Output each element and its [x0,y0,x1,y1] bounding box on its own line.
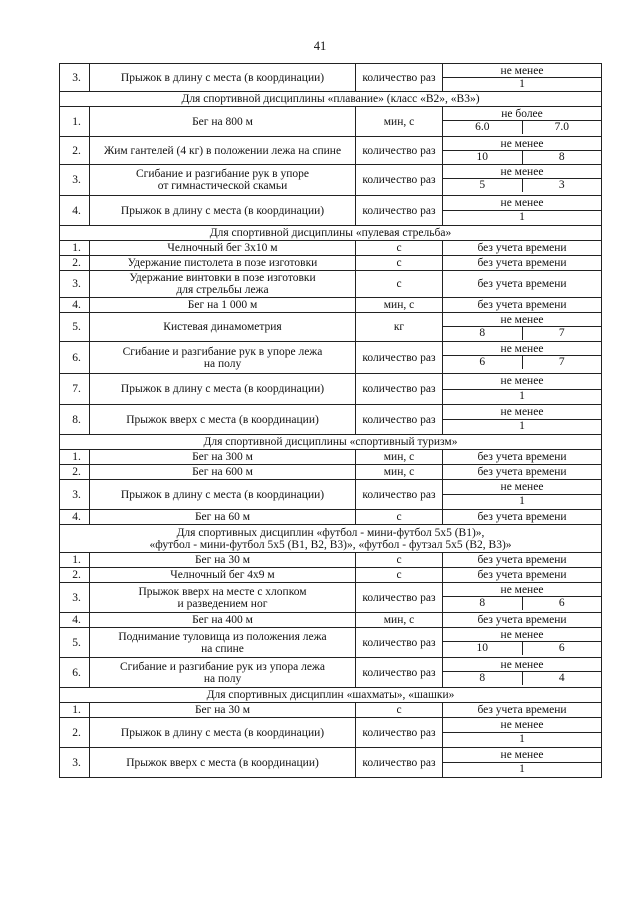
norm-values-row [443,420,601,435]
norm-number: 8 [479,597,486,609]
exercise-name-line: Бег на 600 м [192,466,253,478]
norm-label-row [443,628,601,642]
norm-number: 6 [522,642,602,655]
exercise-name-line: Удержание пистолета в позе изготовки [127,257,318,269]
exercise-name-line: Сгибание и разгибание рук из упора лежа [120,660,325,673]
norm-number: 8 [479,327,486,339]
exercise-name [90,137,356,165]
norm-value [443,137,602,165]
section-title [60,92,602,107]
norm-split [443,165,601,195]
exercise-name [90,405,356,435]
norm-value [443,465,602,480]
norm-value [443,64,602,92]
unit-of-measure: количество раз [356,718,443,748]
norm-plain-text: без учета времени [477,614,567,626]
norm-label-row [443,107,601,121]
unit-of-measure: количество раз [356,628,443,658]
table-row [60,64,602,92]
norm-values-row [443,179,601,192]
row-number: 2. [60,465,90,480]
norm-label-row [443,374,601,389]
section-header-row [60,688,602,703]
table-row [60,298,602,313]
exercise-name [90,298,356,313]
table-row [60,405,602,435]
exercise-name [90,271,356,298]
unit-of-measure: мин, с [356,107,443,137]
table-row [60,703,602,718]
exercise-name-line: на спине [201,642,244,655]
page-number: 41 [313,39,327,53]
norm-label-row [443,196,601,211]
norm-values-row [443,642,601,655]
row-number: 5. [60,628,90,658]
exercise-name [90,703,356,718]
exercise-name-line: Бег на 300 м [192,451,253,463]
unit-of-measure: мин, с [356,298,443,313]
norm-number: 1 [519,389,525,402]
exercise-name-line: Бег на 30 м [194,554,251,566]
norm-label: не менее [443,405,601,420]
norm-values-row [443,211,601,226]
norm-label-row [443,64,601,78]
norm-number: 1 [519,763,525,775]
norm-values-row [443,356,601,369]
norm-value [443,405,602,435]
table-row [60,480,602,510]
exercise-name-line: Бег на 800 м [192,115,253,128]
exercise-name-line: Сгибание и разгибание рук в упоре лежа [122,345,323,358]
norm-label: не менее [443,583,601,597]
norm-value [443,553,602,568]
exercise-name [90,465,356,480]
row-number: 6. [60,658,90,688]
norm-split [443,658,601,687]
unit-of-measure: количество раз [356,165,443,196]
norm-label: не менее [443,313,601,327]
row-number: 5. [60,313,90,342]
norm-value [443,703,602,718]
norms-table [59,63,602,778]
section-title-line: Для спортивных дисциплин «футбол - мини-футбол 5х5 (В1)», [176,526,485,539]
section-title [60,435,602,450]
table-row [60,342,602,374]
section-title-line: Для спортивной дисциплины «спортивный туризм» [203,436,458,448]
exercise-name-line: от гимнастической скамьи [157,180,288,192]
norm-number: 10 [476,642,488,654]
table-row [60,374,602,405]
unit-of-measure: количество раз [356,658,443,688]
norm-plain-text: без учета времени [477,299,567,311]
norm-value [443,298,602,313]
norm-label-row [443,748,601,763]
norm-number: 8 [479,672,486,684]
norm-split [443,64,601,91]
norm-number: 1 [519,211,525,223]
norm-label: не менее [443,64,601,78]
section-header-row [60,92,602,107]
norm-number: 1 [519,78,525,90]
unit-of-measure: количество раз [356,405,443,435]
exercise-name-line: Прыжок вверх с места (в координации) [126,756,319,769]
norm-split [443,480,601,509]
table-row [60,628,602,658]
unit-of-measure: кг [356,313,443,342]
table-row [60,137,602,165]
section-header-row [60,525,602,553]
norm-value [443,568,602,583]
exercise-name-line: на полу [203,357,242,370]
norm-label: не менее [443,658,601,672]
exercise-name-line: Кистевая динамометрия [163,321,282,333]
table-row [60,256,602,271]
norm-split [443,748,601,777]
norm-number: 7 [522,327,602,340]
table-row [60,196,602,226]
exercise-name [90,374,356,405]
table-row [60,165,602,196]
section-title-line: Для спортивной дисциплины «пулевая стрельба» [209,227,452,239]
norm-number: 6 [479,356,486,368]
row-number: 1. [60,241,90,256]
norm-number: 6 [522,597,602,610]
unit-of-measure: количество раз [356,374,443,405]
norm-label-row [443,718,601,733]
table-row [60,568,602,583]
exercise-name-line: Прыжок в длину с места (в координации) [120,204,325,217]
table-row [60,583,602,613]
norm-value [443,165,602,196]
exercise-name [90,553,356,568]
section-title [60,226,602,241]
exercise-name [90,613,356,628]
norm-split [443,583,601,612]
unit-of-measure: количество раз [356,137,443,165]
table-row [60,510,602,525]
table-row [60,553,602,568]
row-number: 2. [60,568,90,583]
norm-number: 1 [519,733,525,745]
norm-values-row [443,733,601,748]
norm-plain-text: без учета времени [477,511,567,523]
section-title-line: «футбол - мини-футбол 5х5 (В1, В2, В3)», «футбол - футзал 5х5 (В2, В3)» [149,538,512,551]
norm-label-row [443,583,601,597]
norm-value [443,583,602,613]
row-number: 4. [60,298,90,313]
norm-number: 3 [522,179,602,192]
norm-label-row [443,165,601,179]
table-row [60,613,602,628]
exercise-name [90,256,356,271]
row-number: 7. [60,374,90,405]
norm-number: 10 [476,151,488,163]
exercise-name-line: Прыжок в длину с места (в координации) [120,726,325,739]
exercise-name-line: Прыжок вверх с места (в координации) [126,413,319,426]
row-number: 2. [60,137,90,165]
exercise-name [90,718,356,748]
norm-values-row [443,327,601,340]
table-row [60,450,602,465]
exercise-name [90,107,356,137]
row-number: 2. [60,718,90,748]
norm-label: не менее [443,374,601,389]
unit-of-measure: с [356,568,443,583]
exercise-name [90,342,356,374]
norm-value [443,256,602,271]
row-number: 1. [60,553,90,568]
unit-of-measure: мин, с [356,465,443,480]
unit-of-measure: с [356,256,443,271]
exercise-name-line: на полу [203,672,242,685]
unit-of-measure: количество раз [356,748,443,778]
norm-label: не менее [443,748,601,763]
norm-plain-text: без учета времени [477,466,567,478]
exercise-name-line: Бег на 60 м [194,511,251,523]
unit-of-measure: с [356,271,443,298]
exercise-name [90,165,356,196]
norm-split [443,196,601,225]
section-title-line: Для спортивной дисциплины «плавание» (класс «В2», «В3») [181,93,480,105]
exercise-name-line: Прыжок в длину с места (в координации) [120,71,325,84]
norm-plain-text: без учета времени [477,569,567,581]
exercise-name [90,241,356,256]
norm-number: 7.0 [522,121,602,134]
norm-value [443,374,602,405]
norm-split [443,313,601,341]
exercise-name-line: Сгибание и разгибание рук в упоре [136,168,309,180]
norm-values-row [443,597,601,610]
norm-label: не менее [443,628,601,642]
norm-number: 7 [522,356,602,369]
norm-value [443,342,602,374]
row-number: 3. [60,64,90,92]
exercise-name-line: Прыжок в длину с места (в координации) [120,488,325,501]
norm-label: не менее [443,342,601,356]
exercise-name [90,628,356,658]
norm-label-row [443,342,601,356]
table-row [60,107,602,137]
norm-values-row [443,495,601,510]
norm-values-row [443,78,601,92]
table-row [60,748,602,778]
norm-value [443,450,602,465]
table-row [60,271,602,298]
exercise-name [90,313,356,342]
norm-split [443,107,601,136]
section-title [60,688,602,703]
norm-value [443,613,602,628]
exercise-name [90,568,356,583]
norm-label: не более [443,107,601,121]
norm-value [443,241,602,256]
exercise-name-line: Удержание винтовки в позе изготовки [129,272,316,284]
section-title-line: Для спортивных дисциплин «шахматы», «шашки» [206,689,455,701]
norm-split [443,137,601,164]
norm-number: 8 [522,151,602,164]
norm-value [443,480,602,510]
row-number: 1. [60,450,90,465]
row-number: 1. [60,703,90,718]
row-number: 3. [60,271,90,298]
unit-of-measure: с [356,703,443,718]
exercise-name-line: Бег на 400 м [192,614,253,626]
table-row [60,313,602,342]
table-row [60,718,602,748]
exercise-name-line: Челночный бег 3х10 м [167,242,278,254]
norm-split [443,718,601,747]
exercise-name [90,510,356,525]
unit-of-measure: с [356,553,443,568]
norm-plain-text: без учета времени [477,257,567,269]
norm-values-row [443,121,601,134]
norm-value [443,718,602,748]
exercise-name-line: Прыжок в длину с места (в координации) [120,383,325,395]
section-header-row [60,226,602,241]
norm-plain-text: без учета времени [477,242,567,254]
unit-of-measure: количество раз [356,196,443,226]
norm-label-row [443,480,601,495]
norm-value [443,748,602,778]
exercise-name-line: для стрельбы лежа [176,284,269,296]
norm-label-row [443,658,601,672]
exercise-name-line: и разведением ног [177,597,268,610]
norm-plain-text: без учета времени [477,704,567,716]
section-title [60,525,602,553]
norm-label: не менее [443,480,601,495]
unit-of-measure: мин, с [356,450,443,465]
exercise-name [90,196,356,226]
exercise-name-line: Бег на 30 м [194,704,251,716]
exercise-name [90,583,356,613]
norm-values-row [443,389,601,404]
norm-split [443,628,601,657]
norm-split [443,342,601,373]
norm-value [443,510,602,525]
exercise-name [90,450,356,465]
norm-label: не менее [443,718,601,733]
norm-label: не менее [443,196,601,211]
unit-of-measure: количество раз [356,583,443,613]
exercise-name-line: Прыжок вверх на месте с хлопком [138,585,307,598]
row-number: 2. [60,256,90,271]
norm-number: 5 [479,179,486,191]
row-number: 6. [60,342,90,374]
row-number: 4. [60,510,90,525]
row-number: 3. [60,480,90,510]
norm-number: 1 [519,495,525,507]
exercise-name-line: Бег на 1 000 м [187,299,258,311]
row-number: 4. [60,613,90,628]
row-number: 3. [60,165,90,196]
exercise-name-line: Поднимание туловища из положения лежа [118,630,327,643]
norm-number: 1 [519,420,525,432]
norm-value [443,271,602,298]
norm-plain-text: без учета времени [477,278,567,290]
unit-of-measure: мин, с [356,613,443,628]
norms-table-body [60,64,602,778]
norm-label-row [443,313,601,327]
row-number: 4. [60,196,90,226]
table-row [60,658,602,688]
norm-plain-text: без учета времени [477,554,567,566]
norm-value [443,658,602,688]
row-number: 3. [60,583,90,613]
unit-of-measure: с [356,510,443,525]
table-row [60,241,602,256]
unit-of-measure: количество раз [356,480,443,510]
section-header-row [60,435,602,450]
norm-value [443,628,602,658]
exercise-name-line: Челночный бег 4х9 м [170,569,275,581]
norm-label: не менее [443,165,601,179]
norm-value [443,313,602,342]
unit-of-measure: с [356,241,443,256]
unit-of-measure: количество раз [356,342,443,374]
norm-label: не менее [443,137,601,151]
norm-values-row [443,763,601,778]
exercise-name [90,64,356,92]
table-row [60,465,602,480]
norm-split [443,374,601,404]
unit-of-measure: количество раз [356,64,443,92]
exercise-name-line: Жим гантелей (4 кг) в положении лежа на спине [103,144,342,157]
norm-plain-text: без учета времени [477,451,567,463]
exercise-name [90,658,356,688]
norm-value [443,107,602,137]
norm-label-row [443,137,601,151]
norm-split [443,405,601,434]
norm-number: 4 [522,672,602,685]
norm-values-row [443,672,601,685]
row-number: 1. [60,107,90,137]
row-number: 8. [60,405,90,435]
exercise-name [90,480,356,510]
norm-values-row [443,151,601,164]
norm-value [443,196,602,226]
row-number: 3. [60,748,90,778]
norm-label-row [443,405,601,420]
norm-number: 6.0 [475,121,490,133]
exercise-name [90,748,356,778]
